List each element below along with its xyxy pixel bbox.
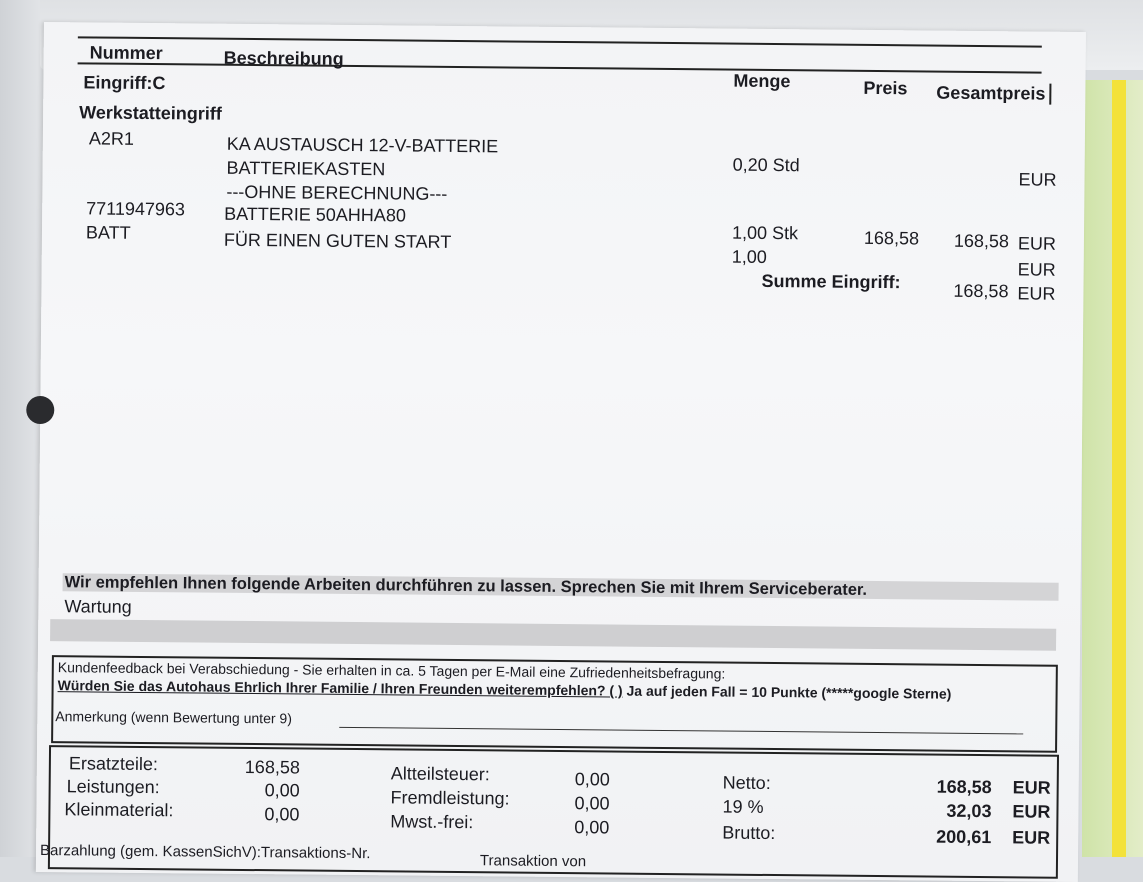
item-3-currency: EUR <box>1017 259 1056 280</box>
summe-value: 168,58 <box>953 280 1009 302</box>
total-fremdleistung-value: 0,00 <box>574 793 610 814</box>
col-menge: Menge <box>733 70 791 92</box>
total-mwst-currency: EUR <box>1012 801 1051 822</box>
total-brutto-label: Brutto: <box>722 822 776 844</box>
total-netto-label: Netto: <box>722 772 771 794</box>
col-preis: Preis <box>863 77 908 99</box>
item-1-nummer: A2R1 <box>88 128 135 149</box>
recommend-text: Wir empfehlen Ihnen folgende Arbeiten durchführen zu lassen. Sprechen Sie mit Ihrem Serviceberater. <box>64 573 868 599</box>
item-1-menge: 0,20 Std <box>732 154 800 176</box>
item-3-menge: 1,00 <box>731 246 767 267</box>
total-netto-currency: EUR <box>1012 777 1051 798</box>
item-1-desc-1: KA AUSTAUSCH 12-V-BATTERIE <box>226 133 499 157</box>
summe-label: Summe Eingriff: <box>761 270 901 293</box>
summe-currency: EUR <box>1017 283 1056 304</box>
total-leistungen-value: 0,00 <box>264 780 300 801</box>
recommend-item: Wartung <box>64 596 132 617</box>
item-2-menge: 1,00 Stk <box>731 222 799 244</box>
total-kleinmaterial-value: 0,00 <box>264 804 300 825</box>
item-2-currency: EUR <box>1017 233 1057 254</box>
punch-hole <box>26 396 54 424</box>
total-fremdleistung-label: Fremdleistung: <box>390 787 510 809</box>
total-mwst-frei-label: Mwst.-frei: <box>390 811 474 833</box>
feedback-remark: Anmerkung (wenn Bewertung unter 9) <box>55 708 292 727</box>
total-mwst-value: 32,03 <box>946 800 992 822</box>
col-gesamtpreis: Gesamtpreis <box>936 83 1051 105</box>
item-2-nummer: 7711947963 <box>86 198 186 220</box>
invoice-sheet <box>36 22 1086 882</box>
item-1-currency: EUR <box>1018 169 1057 190</box>
total-leistungen-label: Leistungen: <box>66 776 160 798</box>
total-netto-value: 168,58 <box>936 776 992 798</box>
feedback-answer: Ja auf jeden Fall = 10 Punkte (*****google Sterne) <box>626 682 952 702</box>
header-bottom-line <box>78 62 1042 73</box>
header-top-line <box>78 36 1042 47</box>
eingriff-label: Eingriff:C <box>83 72 166 94</box>
total-ersatzteile-value: 168,58 <box>244 756 301 778</box>
item-3-nummer: BATT <box>85 222 131 243</box>
total-altteilsteuer-value: 0,00 <box>574 769 610 790</box>
item-2-gesamt: 168,58 <box>953 230 1010 252</box>
footer-payment: Barzahlung (gem. KassenSichV):Transaktions-Nr. <box>39 842 371 863</box>
item-1-desc-2: BATTERIEKASTEN <box>226 157 386 180</box>
total-mwst-label: 19 % <box>722 796 764 817</box>
col-beschreibung: Beschreibung <box>223 47 344 69</box>
item-1-desc-3: ---OHNE BERECHNUNG--- <box>226 181 448 204</box>
footer-transaction: Transaktion von <box>479 852 587 871</box>
item-2-desc-1: BATTERIE 50AHHA80 <box>224 203 406 226</box>
total-mwst-frei-value: 0,00 <box>574 817 610 838</box>
total-kleinmaterial-label: Kleinmaterial: <box>64 799 174 821</box>
col-nummer: Nummer <box>89 42 163 64</box>
feedback-question: Würden Sie das Autohaus Ehrlich Ihrer Familie / Ihren Freunden weiterempfehlen? ( ) <box>57 677 623 699</box>
section-title: Werkstatteingriff <box>79 102 222 124</box>
grey-band <box>50 619 1056 651</box>
total-ersatzteile-label: Ersatzteile: <box>68 753 159 775</box>
background-yellow-folder <box>1112 80 1126 857</box>
item-3-desc-1: FÜR EINEN GUTEN START <box>223 229 452 252</box>
feedback-line-1: Kundenfeedback bei Verabschiedung - Sie erhalten in ca. 5 Tagen per E-Mail eine Zufriedenheitsbefragung: <box>57 659 726 682</box>
total-brutto-value: 200,61 <box>936 826 992 848</box>
item-2-preis: 168,58 <box>863 227 920 249</box>
total-altteilsteuer-label: Altteilsteuer: <box>390 763 490 785</box>
total-brutto-currency: EUR <box>1012 827 1051 848</box>
